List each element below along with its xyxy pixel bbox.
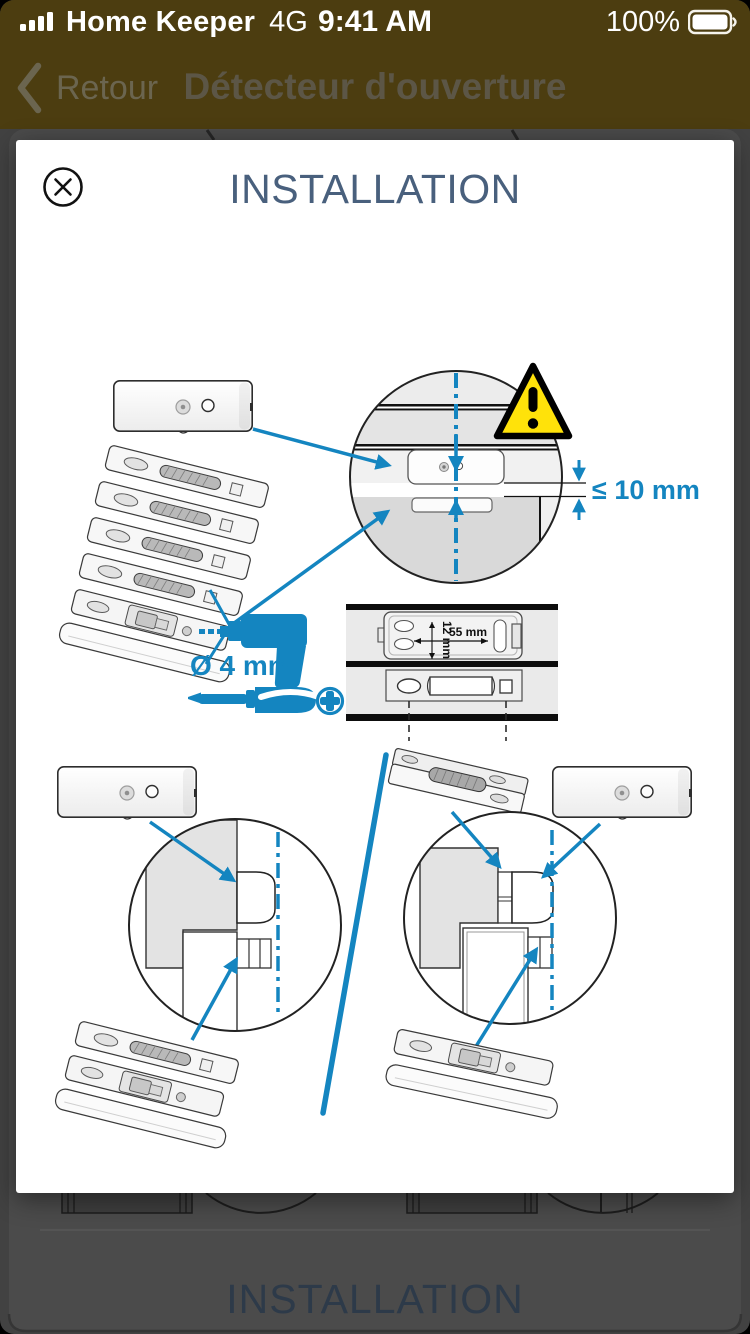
baseplate-diagram [346, 604, 558, 741]
single-shim [388, 748, 529, 814]
dimmed-page-title: INSTALLATION [226, 1276, 524, 1322]
carrier-label: Home Keeper [66, 5, 256, 38]
screwdriver-icon [188, 687, 319, 713]
sensor-device-illustration [58, 767, 196, 819]
spacer-shim-stack [58, 445, 270, 684]
clock: 9:41 AM [318, 5, 432, 38]
installation-diagram [16, 340, 734, 1193]
frame-detail-circle-left [129, 819, 341, 1032]
spacer-shim-stack [54, 1021, 240, 1150]
page-title: Détecteur d'ouverture [183, 66, 567, 107]
modal-title: INSTALLATION [229, 166, 521, 212]
installation-modal [16, 140, 734, 1193]
drill-diameter-label: Ø 4 mm [190, 650, 293, 681]
phillips-screw-icon [318, 689, 343, 714]
plate-height-label: 12 mm [440, 620, 454, 660]
gap-label: ≤ 10 mm [592, 475, 700, 505]
sensor-device-illustration [114, 381, 252, 433]
battery-percent: 100% [605, 5, 680, 38]
network-label: 4G [269, 5, 308, 38]
sensor-device-illustration [553, 767, 691, 819]
frame-detail-circle-right [404, 812, 616, 1030]
back-button-label: Retour [56, 68, 159, 107]
spacer-shim-stack [384, 1029, 559, 1120]
plate-width-label: 55 mm [448, 625, 487, 639]
